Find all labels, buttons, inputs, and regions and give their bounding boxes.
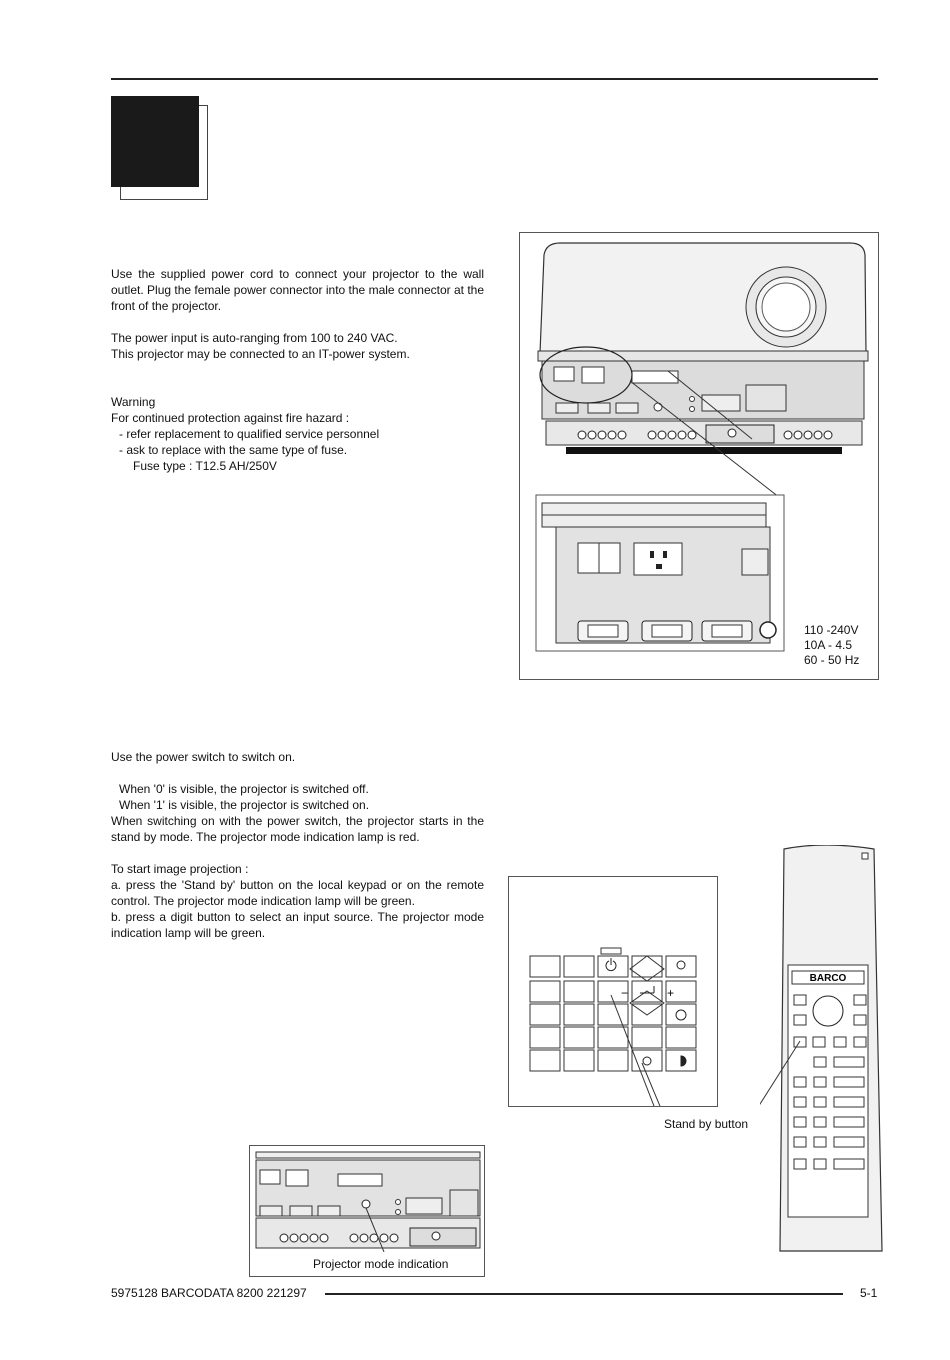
- page-number: 5-1: [860, 1286, 878, 1300]
- mode-panel-illustration: [250, 1146, 484, 1252]
- svg-text:−: −: [621, 986, 629, 1000]
- switch-intro: Use the power switch to switch on.: [111, 750, 296, 764]
- spec-voltage: 110 -240V: [804, 623, 859, 637]
- standby-note: When switching on with the power switch, the projector starts in the stand by mode. The projector mode indication lamp is red.: [111, 814, 484, 844]
- warning-title: Warning: [111, 395, 156, 409]
- power-connection-para: Use the supplied power cord to connect your projector to the wall outlet. Plug the female power connector into the male connector at the front of the projector.: [111, 267, 484, 313]
- spec-current: 10A - 4.5: [804, 638, 853, 652]
- spec-frequency: 60 - 50 Hz: [804, 653, 860, 667]
- switching-on-section: [111, 749, 484, 941]
- header-rule: [111, 78, 878, 80]
- standby-button-label: Stand by button: [664, 1117, 749, 1131]
- it-power-line: This projector may be connected to an IT-power system.: [111, 347, 410, 361]
- footer-doc-ref: 5975128 BARCODATA 8200 221297: [111, 1286, 307, 1300]
- mode-indication-figure: [249, 1145, 485, 1277]
- power-input-line: The power input is auto-ranging from 100 to 240 VAC.: [111, 331, 398, 345]
- start-title: To start image projection :: [111, 862, 249, 876]
- warning-item: - refer replacement to qualified service personnel: [119, 427, 380, 441]
- power-specs: [804, 623, 859, 668]
- projector-rear-illustration: [520, 233, 878, 679]
- keypad-illustration: [509, 877, 717, 1106]
- remote-brand: BARCO: [809, 973, 847, 984]
- power-connector-figure: [519, 232, 879, 680]
- step-a: a. press the 'Stand by' button on the local keypad or on the remote control. The projector mode indication lamp will be green.: [111, 878, 484, 908]
- svg-text:+: +: [667, 986, 675, 1000]
- footer-rule: [325, 1293, 843, 1295]
- fuse-type: Fuse type : T12.5 AH/250V: [133, 459, 277, 473]
- switch-state-off: When '0' is visible, the projector is switched off.: [119, 782, 369, 796]
- local-keypad-figure: [508, 876, 718, 1107]
- switch-state-on: When '1' is visible, the projector is switched on.: [119, 798, 370, 812]
- remote-control-illustration: [760, 845, 890, 1255]
- power-connection-section: [111, 266, 484, 474]
- warning-intro: For continued protection against fire hazard :: [111, 411, 350, 425]
- chapter-box: [111, 96, 199, 187]
- warning-item: - ask to replace with the same type of fuse.: [119, 443, 348, 457]
- mode-indication-label: Projector mode indication: [313, 1257, 449, 1271]
- step-b: b. press a digit button to select an input source. The projector mode indication lamp will be green.: [111, 910, 484, 940]
